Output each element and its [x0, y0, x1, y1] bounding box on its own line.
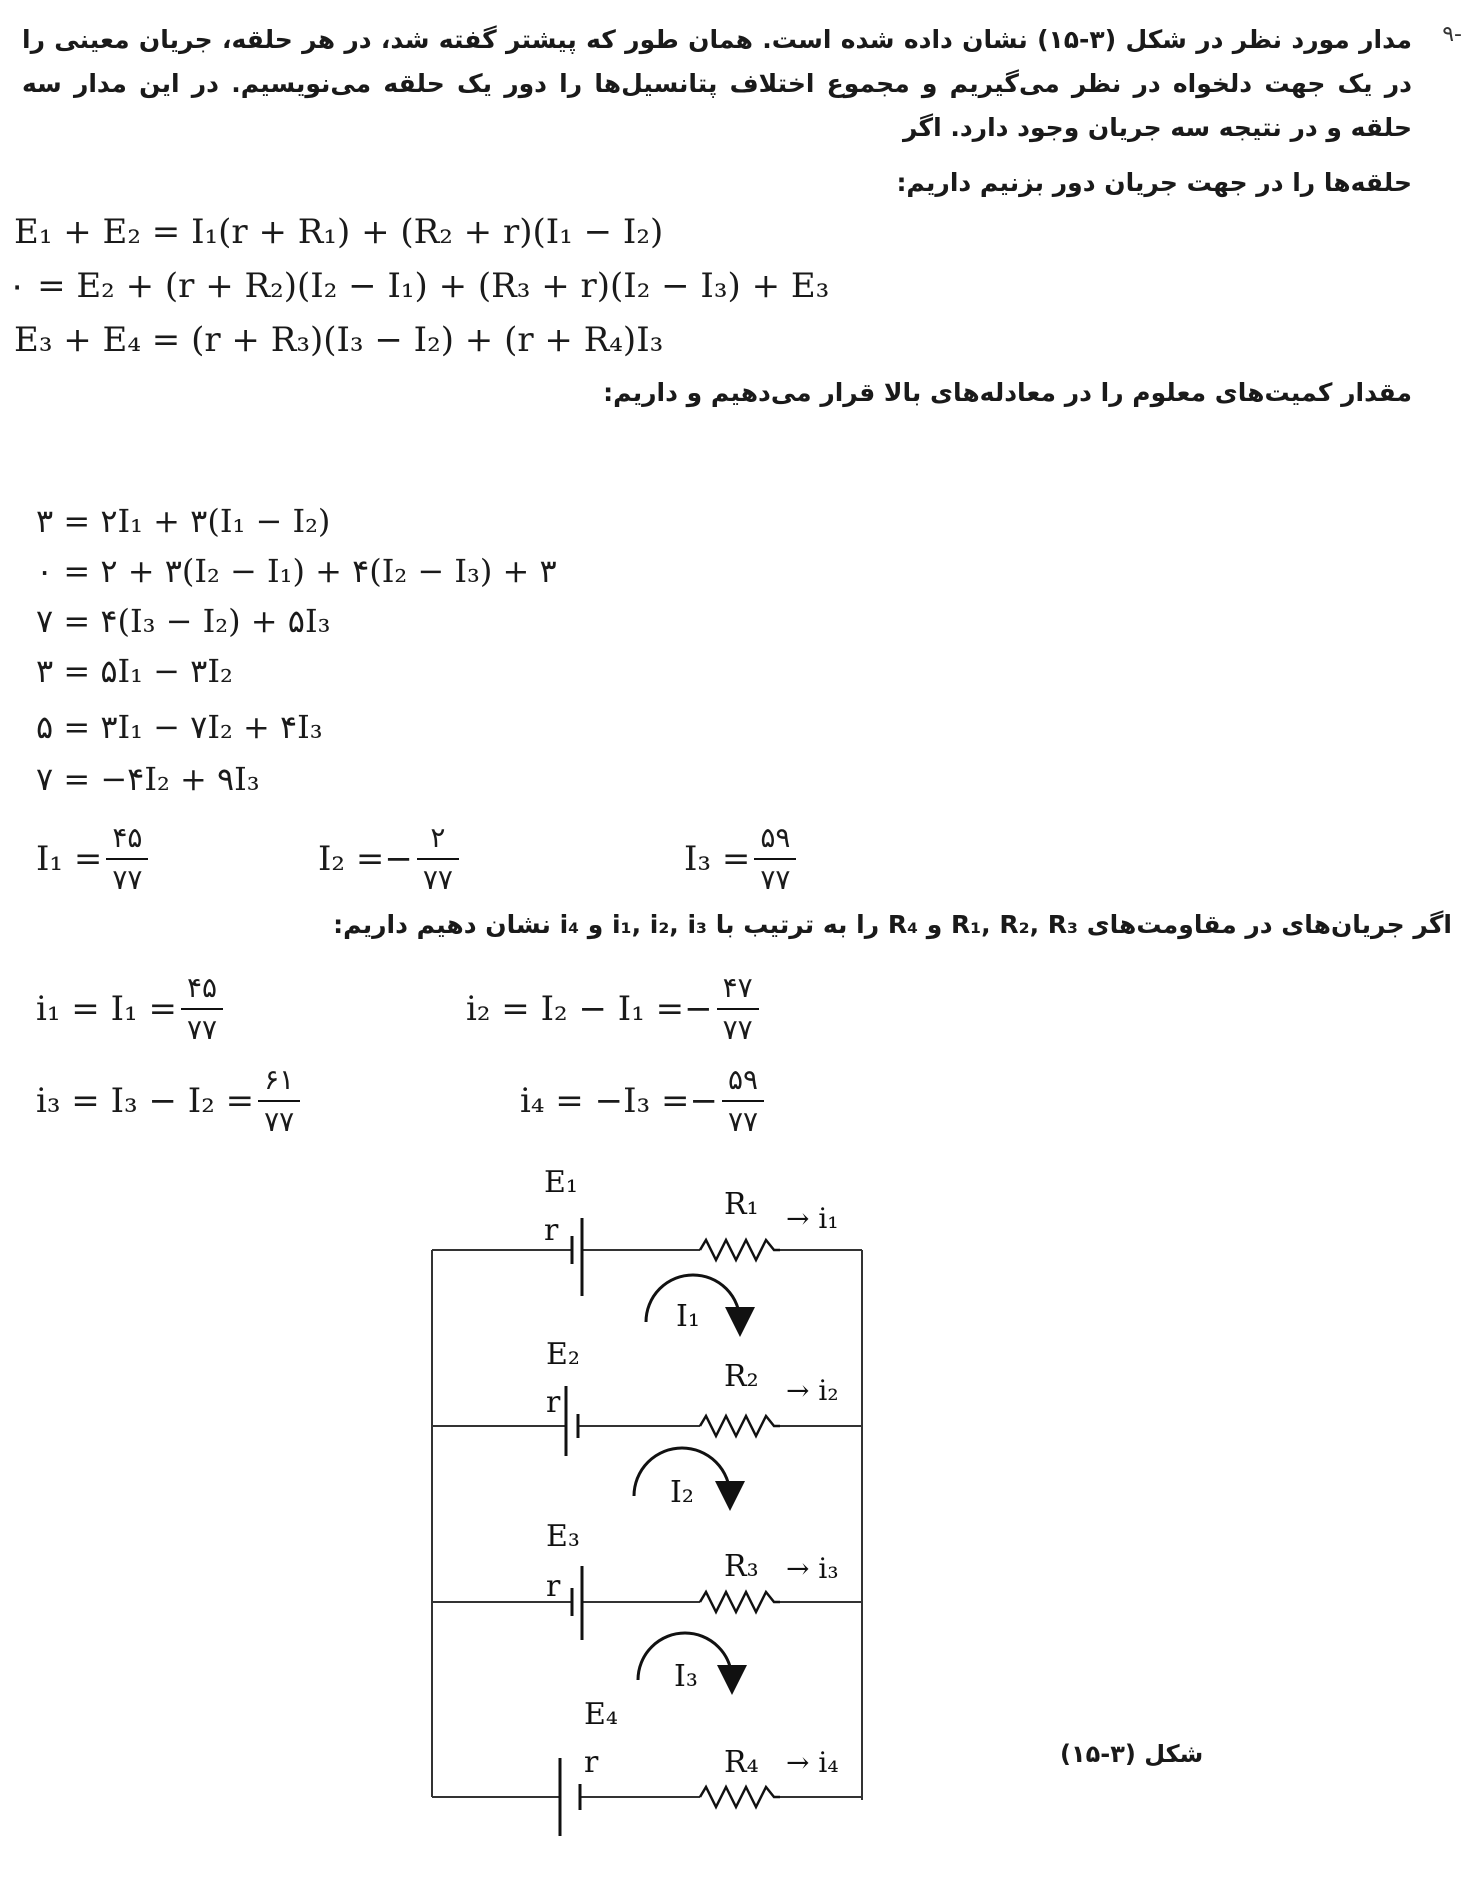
label-current-4: → i₄	[786, 1746, 839, 1779]
solution-lhs: I₂ =	[318, 839, 385, 879]
numerator: ۶۱	[258, 1060, 300, 1102]
numeric-equation-2: ۰ = ۲ + ۳(I₂ − I₁) + ۴(I₂ − I₃) + ۳	[36, 552, 557, 590]
loop-sentence: حلقه‌ها را در جهت جریان دور بزنیم داریم:	[896, 168, 1412, 197]
label-resistor-1: R₁	[724, 1187, 759, 1222]
resistor-r2	[700, 1416, 780, 1436]
label-e1: E₁	[544, 1165, 578, 1200]
label-r-internal-3: r	[546, 1569, 561, 1604]
numeric-equation-4: ۳ = ۵I₁ − ۳I₂	[36, 652, 233, 690]
denominator: ۷۷	[264, 1105, 295, 1138]
numerator: ۴۵	[181, 968, 223, 1010]
solution-lhs: I₁ =	[36, 839, 103, 879]
battery-e3	[572, 1566, 582, 1640]
substitute-sentence: مقدار کمیت‌های معلوم را در معادله‌های بالا قرار می‌دهیم و داریم:	[603, 378, 1412, 407]
battery-e1	[572, 1218, 582, 1296]
problem-number: -۹	[1442, 22, 1462, 47]
loop-equation-1: E₁ + E₂ = I₁(r + R₁) + (R₂ + r)(I₁ − I₂)	[14, 212, 664, 252]
label-r-internal-4: r	[584, 1745, 599, 1780]
solution-lhs: I₃ =	[684, 839, 751, 879]
intro-paragraph: مدار مورد نظر در شکل (۳-۱۵) نشان داده شده است. همان طور که پیشتر گفته شد، در هر حلقه، جریان معینی را در یک جهت دلخواه در نظر می‌گیریم و مجموع اختلاف پتانسیل‌ها را دور یک حلقه می‌نویسیم. در این مدار سه حلقه و در نتیجه سه جریان وجود دارد. اگر	[22, 25, 1412, 142]
numerator: ۲	[417, 818, 459, 860]
label-current-1: → i₁	[786, 1202, 839, 1235]
battery-e4	[560, 1758, 580, 1836]
label-loop-2: I₂	[670, 1475, 694, 1510]
numeric-equation-3: ۷ = ۴(I₃ − I₂) + ۵I₃	[36, 602, 331, 640]
denominator: ۷۷	[727, 1105, 759, 1138]
numerator: ۵۹	[754, 818, 796, 860]
numeric-equation-5: ۵ = ۳I₁ − ۷I₂ + ۴I₃	[36, 708, 323, 746]
label-e4: E₄	[584, 1697, 618, 1732]
branch-lhs: i₁ = I₁ =	[36, 989, 177, 1029]
denominator: ۷۷	[422, 863, 453, 896]
label-loop-3: I₃	[674, 1659, 698, 1694]
loop-equation-3: E₃ + E₄ = (r + R₃)(I₃ − I₂) + (r + R₄)I₃	[14, 320, 664, 360]
resistor-r3	[700, 1592, 780, 1612]
label-current-2: → i₂	[786, 1374, 839, 1407]
denominator: ۷۷	[112, 863, 143, 896]
denominator: ۷۷	[760, 863, 791, 896]
label-resistor-3: R₃	[724, 1549, 759, 1584]
branch-lhs: i₃ = I₃ − I₂ =	[36, 1081, 255, 1121]
denominator: ۷۷	[722, 1013, 753, 1046]
numeric-equation-1: ۳ = ۲I₁ + ۳(I₁ − I₂)	[36, 502, 331, 540]
branch-sign: −	[684, 989, 713, 1029]
numeric-equation-6: ۷ = −۴I₂ + ۹I₃	[36, 760, 260, 798]
label-r-internal-1: r	[544, 1213, 559, 1248]
label-resistor-4: R₄	[724, 1745, 759, 1780]
label-loop-1: I₁	[676, 1299, 700, 1334]
label-resistor-2: R₂	[724, 1359, 759, 1394]
circuit-wires	[432, 1250, 862, 1800]
label-e3: E₃	[546, 1519, 580, 1554]
label-r-internal-2: r	[546, 1385, 561, 1420]
label-current-3: → i₃	[786, 1552, 839, 1585]
solution-sign: −	[384, 839, 413, 879]
denominator: ۷۷	[186, 1013, 218, 1046]
branch-lhs: i₄ = −I₃ =	[520, 1081, 690, 1121]
numerator: ۴۷	[717, 968, 759, 1010]
resistor-r4	[700, 1787, 780, 1807]
resistor-sentence: اگر جریان‌های در مقاومت‌های R₁, R₂, R₃ و R₄ را به ترتیب با i₁, i₂, i₃ و i₄ نشان دهیم داریم:	[333, 910, 1452, 939]
resistor-r1	[700, 1240, 780, 1260]
branch-lhs: i₂ = I₂ − I₁ =	[466, 989, 685, 1029]
numerator: ۵۹	[722, 1060, 764, 1102]
battery-e2	[566, 1386, 578, 1456]
figure-caption: شکل (۳-۱۵)	[1060, 1740, 1204, 1768]
loop-equation-2: ۰ = E₂ + (r + R₂)(I₂ − I₁) + (R₃ + r)(I₂ − I₃) + E₃	[8, 266, 830, 306]
branch-sign: −	[689, 1081, 718, 1121]
numerator: ۴۵	[106, 818, 148, 860]
label-e2: E₂	[546, 1337, 580, 1372]
